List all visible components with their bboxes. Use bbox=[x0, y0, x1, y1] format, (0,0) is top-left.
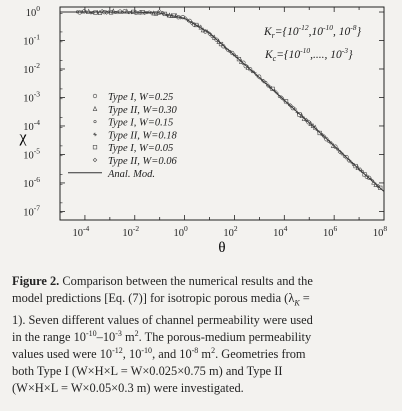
legend-marker bbox=[93, 94, 97, 98]
y-tick-label: $10^{-2}$ bbox=[23, 60, 40, 76]
data-point bbox=[98, 11, 102, 15]
x-tick-label: $10^0$ bbox=[173, 224, 188, 239]
caption-line-5: values used were $10^{-12}$, $10^{-10}$, and $10^{-8}$ $m^2$. Geometries from bbox=[12, 345, 306, 362]
x-tick-label: $10^2$ bbox=[223, 224, 238, 239]
y-tick-label: $10^{-4}$ bbox=[23, 117, 40, 133]
data-point bbox=[275, 91, 279, 95]
x-tick-label: $10^4$ bbox=[273, 224, 288, 239]
legend-marker bbox=[93, 145, 97, 149]
caption-line-1: Comparison between the numerical results and the bbox=[59, 274, 313, 288]
x-tick-label: $10^6$ bbox=[323, 224, 338, 239]
data-point bbox=[186, 18, 190, 22]
legend-label: Type II, W=0.18 bbox=[108, 130, 177, 142]
data-point bbox=[156, 10, 160, 14]
y-tick-label: $10^{-3}$ bbox=[23, 89, 40, 105]
legend-marker bbox=[94, 120, 96, 122]
tick-labels bbox=[23, 4, 387, 239]
legend-label: Type II, W=0.06 bbox=[108, 156, 177, 167]
x-tick-label: $10^8$ bbox=[372, 224, 388, 239]
legend-label: Anal. Mod. bbox=[108, 168, 155, 180]
legend-label: Type I, W=0.25 bbox=[108, 92, 174, 103]
x-axis-label: θ bbox=[218, 240, 226, 256]
caption-line-2: model predictions [Eq. (7)] for isotropic porous media ($\lambda_K$ = bbox=[12, 290, 310, 308]
y-tick-label: $10^{-1}$ bbox=[23, 32, 40, 48]
data-point bbox=[286, 102, 290, 106]
legend-label: Type I, W=0.15 bbox=[108, 117, 174, 129]
caption-line-6: both Type I (W×H×L = W×0.025×0.75 m) and Type II bbox=[12, 364, 283, 378]
legend bbox=[68, 92, 177, 180]
legend-marker bbox=[93, 158, 97, 162]
data-point bbox=[369, 178, 373, 182]
x-tick-label: $10^{-4}$ bbox=[72, 224, 90, 239]
figure-caption bbox=[12, 273, 396, 397]
y-axis-label: χ bbox=[19, 129, 27, 146]
y-tick-label: $10^{-7}$ bbox=[23, 203, 40, 219]
annotation bbox=[263, 23, 362, 63]
data-point bbox=[316, 129, 320, 133]
legend-marker bbox=[93, 133, 97, 137]
caption-line-4: in the range $10^{-10}-10^{-3}$ $m^2$. The porous-medium permeability bbox=[12, 329, 312, 345]
y-tick-label: $10^{-5}$ bbox=[23, 146, 40, 162]
legend-label: Type I, W=0.05 bbox=[108, 143, 174, 155]
x-tick-label: $10^{-2}$ bbox=[122, 224, 140, 239]
y-tick-label: $10^0$ bbox=[25, 4, 40, 20]
data-point bbox=[282, 98, 286, 102]
annotation-kc: $K_c=\{10^{-10}$,...., $10^{-3}$} bbox=[265, 46, 353, 63]
y-tick-label: $10^{-6}$ bbox=[23, 174, 40, 190]
caption-line-3: 1). Seven different values of channel permeability were used bbox=[12, 313, 313, 328]
caption-line-7: (W×H×L = W×0.05×0.3 m) were investigated. bbox=[12, 380, 244, 395]
legend-label: Type II, W=0.30 bbox=[108, 104, 177, 116]
caption-label: Figure 2. bbox=[12, 274, 60, 288]
legend-marker bbox=[93, 107, 97, 111]
annotation-kr: $K_r=\{10^{-12},10^{-10}$, $10^{-8}$} bbox=[264, 23, 362, 40]
